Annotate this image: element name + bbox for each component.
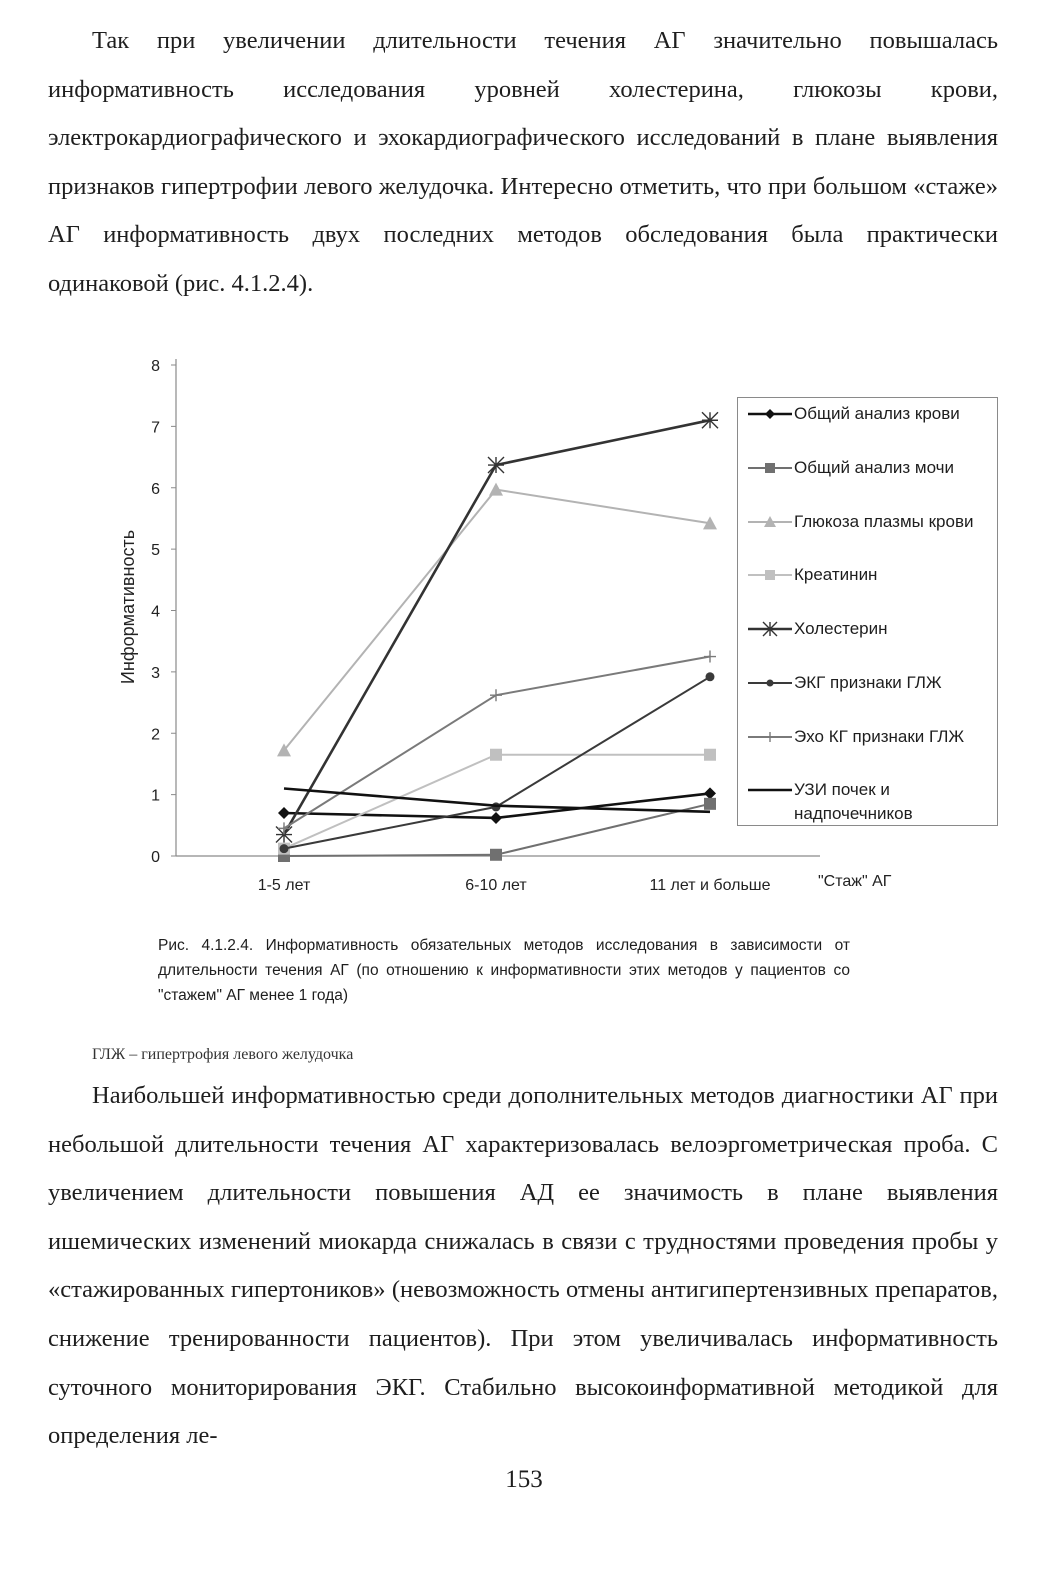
- series-line: [284, 804, 710, 856]
- paragraph-top: [48, 17, 998, 309]
- chart-legend: [737, 397, 998, 826]
- data-point-marker: [488, 457, 504, 473]
- y-tick-label: 0: [151, 849, 160, 866]
- x-tick-label: 11 лет и больше: [649, 877, 771, 894]
- legend-label: УЗИ почек и надпочечников: [794, 780, 913, 823]
- data-point-marker: [706, 672, 715, 681]
- paragraph-bottom-text: Наибольшей информативностью среди дополнительных методов диагностики АГ при небольшой длительности течения АГ характеризовалась велоэргометрическая проба. С увеличением длительности повышения АД ее значимость в плане выявления ишемических изменений миокарда снижалась в связи с трудностями проведения пробы у «стажированных гипертоников» (невозможность отмены антигипертензивных препаратов, снижение тренированности пациентов). При этом увеличивалась информативность суточного мониторирования ЭКГ. Стабильно высокоинформативной методикой для определения ле-: [48, 1082, 998, 1450]
- legend-item: [746, 563, 998, 603]
- data-point-marker: [702, 412, 718, 428]
- legend-swatch: [746, 725, 792, 749]
- data-point-marker: [704, 798, 716, 810]
- legend-label: Общий анализ крови: [794, 404, 960, 423]
- y-axis-title: Информативность: [118, 529, 138, 685]
- legend-item: [746, 617, 998, 657]
- data-point-marker: [280, 844, 289, 853]
- legend-marker: [765, 463, 775, 473]
- x-axis-title: "Стаж" АГ: [818, 873, 892, 890]
- legend-marker: [765, 409, 775, 419]
- data-point-marker: [490, 849, 502, 861]
- legend-item: [746, 510, 998, 550]
- data-point-marker: [704, 651, 716, 663]
- y-tick-label: 3: [151, 664, 160, 682]
- figure: [100, 345, 1020, 905]
- legend-marker: [767, 680, 774, 687]
- y-tick-label: 7: [151, 419, 160, 437]
- y-tick-label: 2: [151, 726, 160, 744]
- x-tick-label: 6-10 лет: [465, 877, 527, 894]
- data-point-marker: [490, 689, 502, 701]
- legend-item: [746, 402, 998, 442]
- series-3: [277, 483, 717, 757]
- legend-item: [746, 456, 998, 496]
- x-tick-label: 1-5 лет: [257, 877, 311, 894]
- paragraph-bottom: [48, 1072, 998, 1461]
- legend-item: [746, 725, 998, 765]
- legend-label: ЭКГ признаки ГЛЖ: [794, 673, 942, 692]
- legend-marker: [765, 570, 775, 580]
- data-point-marker: [704, 749, 716, 761]
- series-6: [280, 672, 715, 853]
- series-4: [278, 749, 716, 855]
- legend-label: Холестерин: [794, 619, 888, 638]
- y-tick-label: 1: [151, 787, 160, 805]
- y-tick-label: 8: [151, 358, 160, 375]
- legend-label: Креатинин: [794, 565, 878, 584]
- data-point-marker: [489, 483, 503, 496]
- legend-swatch: [746, 617, 792, 641]
- series-line: [284, 490, 710, 751]
- y-tick-label: 5: [151, 542, 160, 560]
- legend-marker: [765, 732, 775, 742]
- y-tick-label: 4: [151, 603, 160, 621]
- legend-swatch: [746, 778, 792, 802]
- legend-item: [746, 671, 998, 711]
- figure-caption: Рис. 4.1.2.4. Информативность обязательных методов исследования в зависимости от длительности течения АГ (по отношению к информативности этих методов у пациентов со "стажем" АГ менее 1 года): [158, 937, 850, 1004]
- series-line: [284, 420, 710, 834]
- legend-label: Глюкоза плазмы крови: [794, 512, 974, 531]
- data-point-marker: [490, 749, 502, 761]
- data-point-marker: [278, 822, 290, 834]
- data-point-marker: [704, 787, 716, 799]
- legend-item: [746, 778, 998, 823]
- footnote: ГЛЖ – гипертрофия левого желудочка: [92, 1046, 354, 1063]
- page-number: 153: [505, 1466, 543, 1493]
- legend-swatch: [746, 671, 792, 695]
- paragraph-top-text: Так при увеличении длительности течения АГ значительно повышалась информативность исследования уровней холестерина, глюкозы крови, электрокардиографического и эхокардиографического исследований в плане выявления признаков гипертрофии левого желудочка. Интересно отметить, что при большом «стаже» АГ информативность двух последних методов обследования была практически одинаковой (рис. 4.1.2.4).: [48, 27, 998, 297]
- legend-label: Эхо КГ признаки ГЛЖ: [794, 727, 965, 746]
- legend-swatch: [746, 510, 792, 534]
- data-point-marker: [490, 812, 502, 824]
- data-point-marker: [278, 807, 290, 819]
- series-5: [276, 412, 718, 842]
- legend-marker: [763, 622, 777, 636]
- legend-swatch: [746, 456, 792, 480]
- legend-swatch: [746, 402, 792, 426]
- legend-swatch: [746, 563, 792, 587]
- legend-label: Общий анализ мочи: [794, 458, 955, 477]
- y-tick-label: 6: [151, 480, 160, 498]
